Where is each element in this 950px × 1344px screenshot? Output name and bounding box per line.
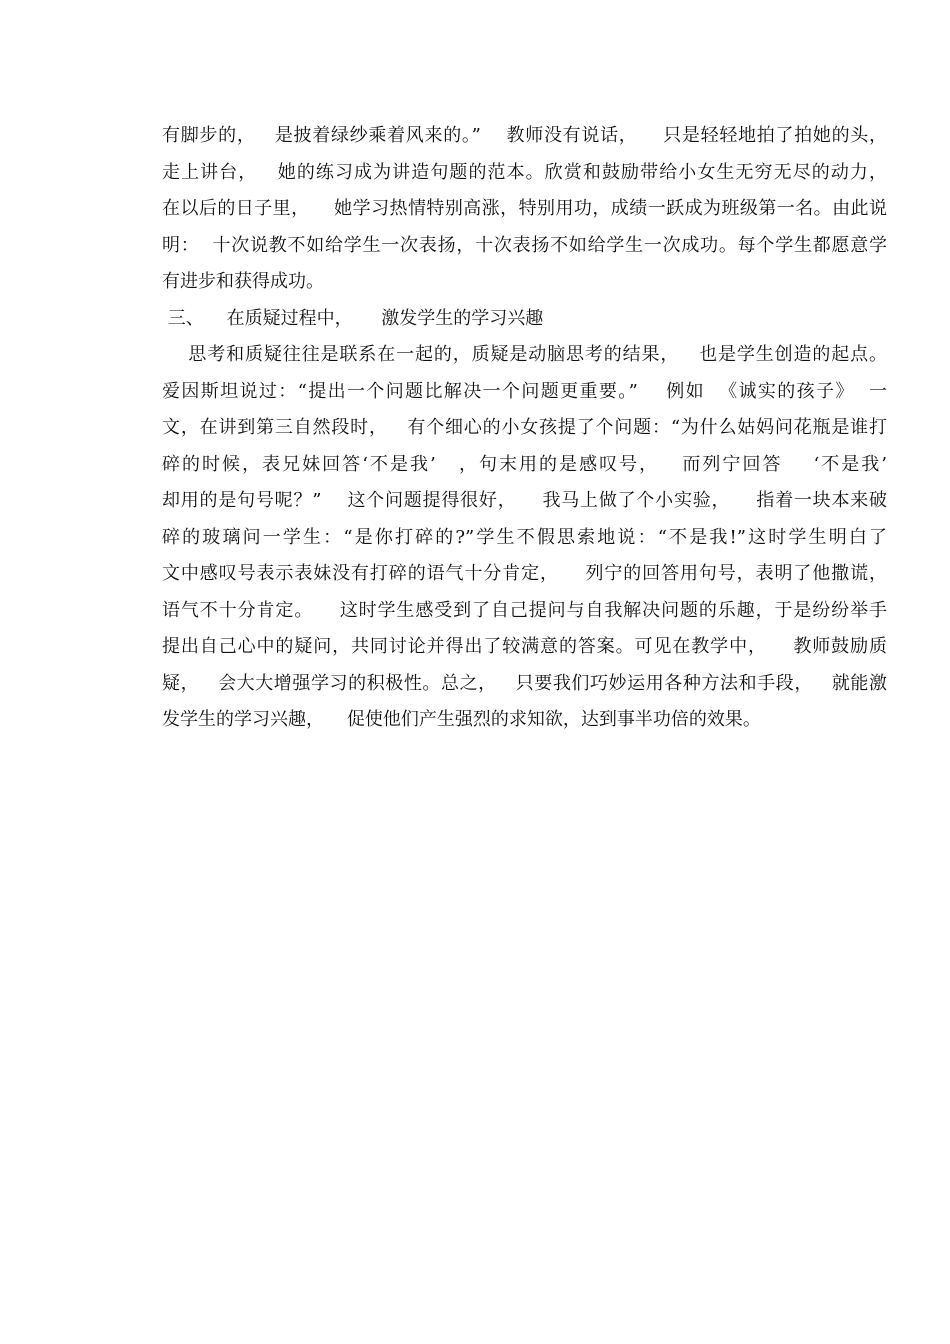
text-line: 发学生的学习兴趣， 促使他们产生强烈的求知欲，达到事半功倍的效果。	[162, 709, 761, 730]
text-line: 碎的时候，表兄妹回答‘不是我’ ，句末用的是感叹号， 而列宁回答 ‘不是我’	[162, 453, 887, 475]
text-line: 语气不十分肯定。 这时学生感受到了自己提问与自我解决问题的乐趣，于是纷纷举手	[162, 599, 887, 621]
text-line: 提出自己心中的疑问，共同讨论并得出了较满意的答案。可见在教学中， 教师鼓励质	[162, 636, 887, 657]
text-line: 明： 十次说教不如给学生一次表扬，十次表扬不如给学生一次成功。每个学生都愿意学	[162, 234, 887, 256]
text-line: 走上讲台， 她的练习成为讲造句题的范本。欣赏和鼓励带给小女生无穷无尽的动力，	[162, 161, 887, 183]
paragraph-intro	[162, 118, 887, 301]
text-line: 却用的是句号呢？” 这个问题提得很好， 我马上做了个小实验， 指着一块本来破	[162, 490, 887, 511]
paragraph-questioning	[162, 337, 887, 739]
text-line: 在以后的日子里， 她学习热情特别高涨，特别用功，成绩一跃成为班级第一名。由此说	[162, 198, 887, 219]
section-heading: 三、 在质疑过程中， 激发学生的学习兴趣	[162, 307, 544, 329]
text-line: 有脚步的， 是披着绿纱乘着风来的。” 教师没有说话， 只是轻轻地拍了拍她的头，	[162, 125, 887, 146]
text-line: 文，在讲到第三自然段时， 有个细心的小女孩提了个问题：“为什么姑妈问花瓶是谁打	[162, 417, 887, 438]
text-line: 有进步和获得成功。	[162, 271, 324, 292]
text-line: 碎的玻璃问一学生：“是你打碎的?”学生不假思索地说：“不是我!”这时学生明白了	[162, 526, 887, 548]
text-line: 疑， 会大大增强学习的积极性。总之， 只要我们巧妙运用各种方法和手段， 就能激	[162, 672, 887, 694]
document-body	[162, 118, 887, 739]
text-line: 爱因斯坦说过：“提出一个问题比解决一个问题更重要。” 例如 《诚实的孩子》 一	[162, 380, 887, 402]
text-line: 文中感叹号表示表妹没有打碎的语气十分肯定， 列宁的回答用句号，表明了他撒谎，	[162, 563, 887, 584]
text-line: 思考和质疑往往是联系在一起的，质疑是动脑思考的结果， 也是学生创造的起点。	[162, 344, 887, 365]
